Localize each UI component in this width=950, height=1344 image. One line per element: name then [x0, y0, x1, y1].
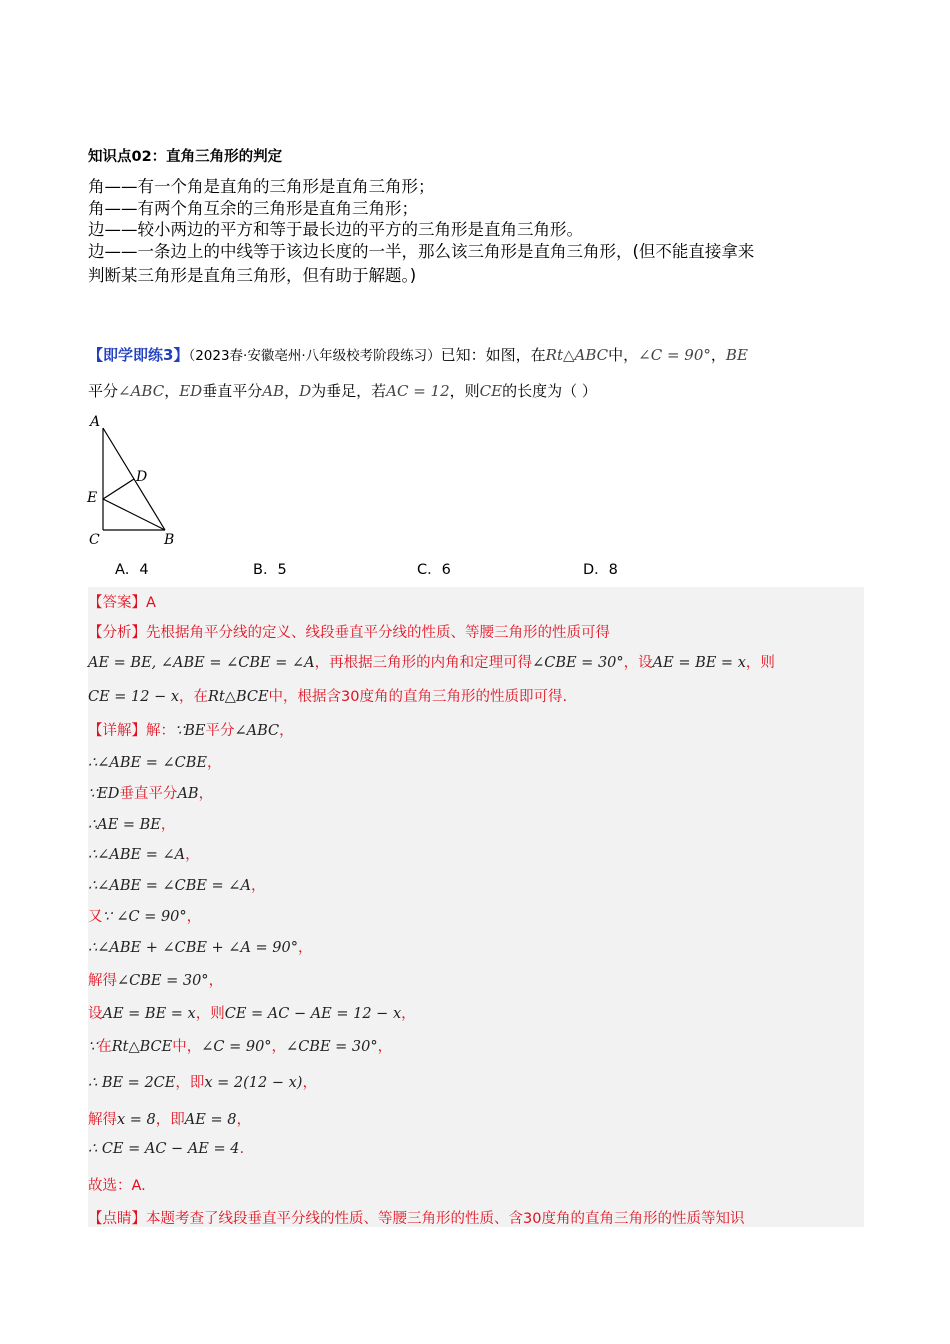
text: ， — [377, 1039, 393, 1055]
text: ，则 — [195, 1006, 225, 1022]
text: 又 — [88, 909, 103, 925]
practice-tag: 【即学即练3】 — [88, 346, 189, 364]
question-math: D — [299, 382, 312, 400]
math: ∠CBE = 30° — [532, 655, 624, 671]
text: 解得 — [88, 1112, 117, 1128]
step-line — [88, 782, 213, 803]
math: ∴∠ABE = ∠CBE — [88, 755, 207, 771]
step-line — [88, 751, 221, 772]
analysis-line-3 — [88, 685, 567, 706]
step-line — [88, 1141, 244, 1157]
text: ， — [198, 786, 214, 802]
question-text: ， — [164, 382, 180, 400]
text: ， — [186, 909, 202, 925]
knowledge-line: 边——较小两边的平方和等于最长边的平方的三角形是直角三角形。 — [88, 220, 583, 239]
text: ， — [271, 1039, 287, 1055]
text: 中， — [172, 1039, 202, 1055]
math: AE = BE, ∠ABE = ∠CBE = ∠A — [88, 655, 315, 671]
step-line — [88, 1002, 416, 1023]
text: ，即 — [155, 1112, 185, 1128]
question-math: AB — [262, 382, 285, 400]
label-b: B — [164, 532, 175, 548]
text: ， — [279, 723, 294, 739]
triangle-figure — [85, 410, 195, 552]
question-math: AC = 12 — [386, 382, 450, 400]
text: ， — [236, 1112, 251, 1128]
knowledge-line: 角——有两个角互余的三角形是直角三角形； — [88, 199, 418, 218]
question-math: ∠C = 90° — [638, 346, 711, 364]
question-math: ED — [179, 382, 203, 400]
text: 垂直平分 — [119, 786, 178, 802]
math: ∠CBE = 30° — [117, 973, 209, 989]
question-math: Rt△ABC — [545, 346, 609, 364]
label-a: A — [90, 414, 101, 430]
math: x = 8 — [117, 1112, 156, 1128]
math: Rt△BCE — [111, 1039, 173, 1055]
question-math: ∠ABC — [118, 382, 165, 400]
comment-line: 【点睛】本题考查了线段垂直平分线的性质、等腰三角形的性质、含30度角的直角三角形的性质等知识 — [88, 1211, 745, 1227]
math: ∴ CE = AC − AE = 4 — [88, 1141, 240, 1157]
question-text: ， — [284, 382, 300, 400]
practice-source: （2023春·安徽亳州·八年级校考阶段练习） — [188, 348, 441, 364]
question-text: 垂直平分 — [202, 382, 263, 400]
math: ∵ — [88, 1039, 98, 1055]
text: ， — [401, 1006, 416, 1022]
knowledge-line: 边——一条边上的中线等于该边长度的一半，那么该三角形是直角三角形，(但不能直接拿来 — [88, 242, 755, 261]
answer-line: 【答案】A — [88, 595, 156, 611]
text: 设 — [88, 1006, 103, 1022]
step-line — [88, 1071, 317, 1092]
label-c: C — [89, 532, 100, 548]
text: . — [239, 1141, 245, 1157]
text: 中，根据含30度角的直角三角形的性质即可得. — [268, 689, 568, 705]
choice-line: 故选：A. — [88, 1178, 146, 1194]
text: ，再根据三角形的内角和定理可得 — [314, 655, 533, 671]
question-text: ， — [710, 346, 726, 364]
knowledge-point-title: 知识点02：直角三角形的判定 — [88, 149, 283, 165]
math: ∠CBE = 30° — [286, 1039, 378, 1055]
text: ， — [185, 847, 200, 863]
solution-panel — [88, 587, 864, 1227]
question-math: BE — [725, 346, 748, 364]
math: AE = BE = x — [652, 655, 746, 671]
text: ，设 — [623, 655, 653, 671]
text: 平分 — [205, 723, 235, 739]
label-d: D — [136, 469, 148, 485]
math: ∵ED — [88, 786, 120, 802]
analysis-line-1: 【分析】先根据角平分线的定义、线段垂直平分线的性质、等腰三角形的性质可得 — [88, 625, 610, 641]
text: ， — [160, 817, 176, 833]
math: ∴∠ABE = ∠A — [88, 847, 186, 863]
text: 解得 — [88, 973, 117, 989]
question-text: 为垂足，若 — [311, 382, 387, 400]
step-line — [88, 843, 200, 864]
math: ∵ ∠C = 90° — [102, 909, 187, 925]
option-b[interactable]: B．5 — [253, 562, 287, 578]
segment-ed — [103, 479, 134, 499]
question-math: CE — [479, 382, 503, 400]
text: ， — [206, 755, 222, 771]
step-line — [88, 936, 313, 957]
math: AB — [177, 786, 199, 802]
label-e: E — [87, 490, 98, 506]
math: ∴ BE = 2CE — [88, 1075, 176, 1091]
option-a[interactable]: A．4 — [115, 562, 149, 578]
analysis-line-2 — [88, 651, 775, 672]
option-d[interactable]: D．8 — [583, 562, 618, 578]
text: ， — [298, 940, 313, 956]
math: ∴∠ABE + ∠CBE + ∠A = 90° — [88, 940, 298, 956]
math: Rt△BCE — [208, 689, 269, 705]
question-text: 中， — [608, 346, 639, 364]
knowledge-line: 判断某三角形是直角三角形，但有助于解题。) — [88, 266, 417, 285]
text: 【详解】解： — [88, 723, 175, 739]
detail-line — [88, 719, 294, 740]
knowledge-line: 角——有一个角是直角的三角形是直角三角形； — [88, 177, 435, 196]
math: AE = BE = x — [102, 1006, 196, 1022]
step-line — [88, 813, 175, 834]
text: ， — [208, 973, 224, 989]
math: ∴∠ABE = ∠CBE = ∠A — [88, 878, 251, 894]
step-line — [88, 874, 265, 895]
option-c[interactable]: C．6 — [417, 562, 451, 578]
math: CE = 12 − x — [88, 689, 180, 705]
math: AE = 8 — [184, 1112, 237, 1128]
math: ∴AE = BE — [88, 817, 161, 833]
question-text: 平分 — [88, 382, 119, 400]
step-line — [88, 1035, 392, 1056]
text: ， — [250, 878, 266, 894]
math: x = 2(12 − x) — [204, 1075, 303, 1091]
text: ，则 — [745, 655, 775, 671]
text: ， — [302, 1075, 317, 1091]
practice-question-line-2 — [88, 380, 597, 401]
text: ，即 — [175, 1075, 205, 1091]
step-line — [88, 1108, 251, 1129]
text: 在 — [97, 1039, 112, 1055]
text: ，在 — [179, 689, 209, 705]
question-text: 的长度为（ ） — [502, 382, 597, 400]
step-line — [88, 905, 201, 926]
question-text: ，则 — [449, 382, 480, 400]
math: ∵BE — [175, 723, 206, 739]
step-line — [88, 969, 223, 990]
math: ∠ABC — [234, 723, 280, 739]
math: ∠C = 90° — [201, 1039, 272, 1055]
practice-question-line-1 — [88, 344, 878, 365]
question-text: 已知：如图，在 — [440, 346, 546, 364]
math: CE = AC − AE = 12 − x — [224, 1006, 402, 1022]
